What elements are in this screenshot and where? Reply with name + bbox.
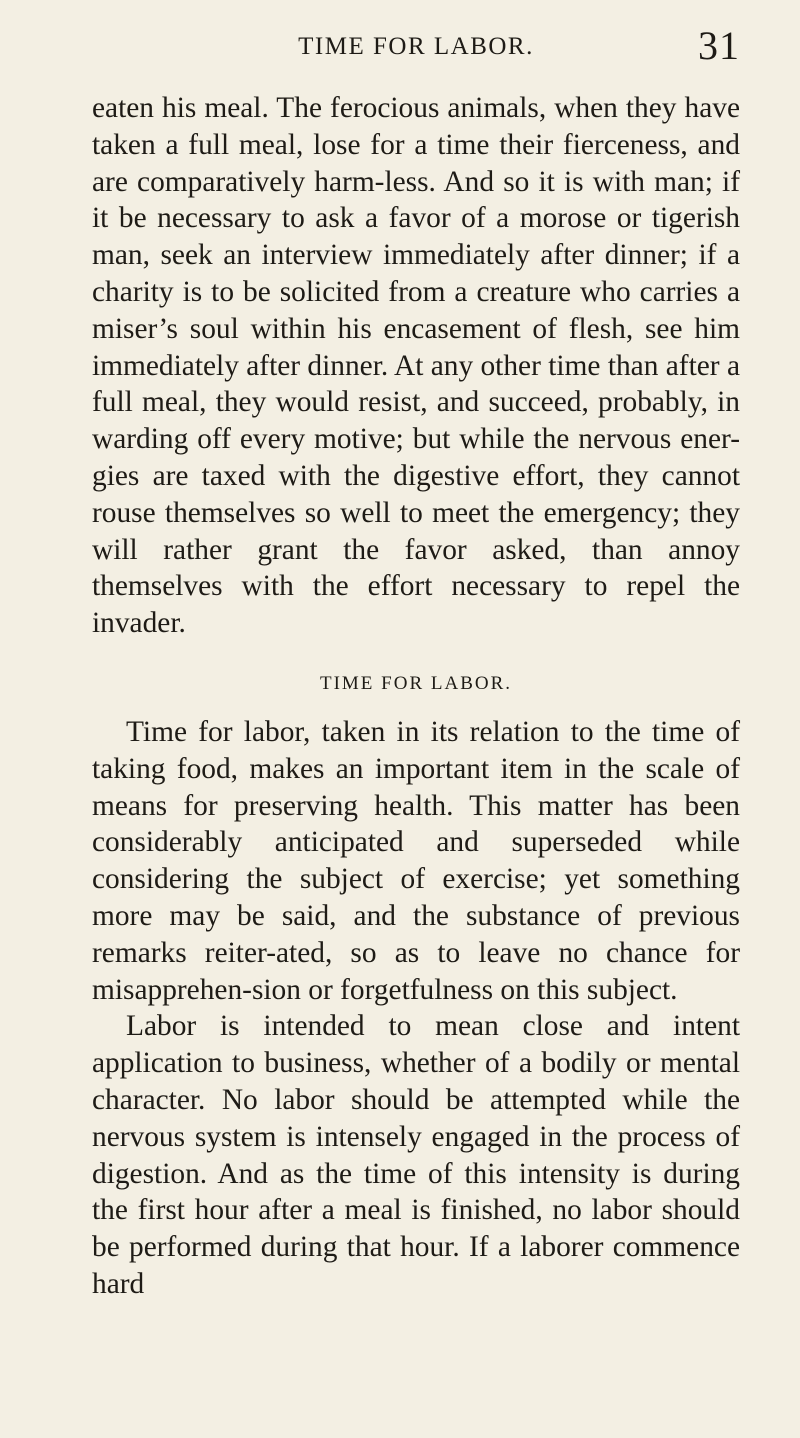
- running-head: [92, 0, 740, 90]
- paragraph-time-for-labor: Time for labor, taken in its relation to the time of taking food, makes an important item in the scale of means for preserving health. This matter has been considerably anticipated and superseded while considering the subject of exercise; yet something more may be said, and the substance of previous remarks reiter-ated, so as to leave no chance for misapprehen-sion or forgetfulness on this subject.: [92, 715, 740, 1006]
- running-head-title: TIME FOR LABOR.: [298, 33, 534, 60]
- section-heading: TIME FOR LABOR.: [319, 672, 513, 694]
- paragraph-continued: eaten his meal. The ferocious animals, when they have taken a full meal, lose for a time their fierceness, and are comparatively harm-less. And so it is with man; if it be necessary to ask a favor of a morose or tigerish man, seek an interview immediately after dinner; if a charity is to be solicited from a creature who carries a miser’s soul within his encasement of flesh, see him immediately after dinner. At any other time than after a full meal, they would resist, and succeed, probably, in warding off every motive; but while the nervous ener-gies are taxed with the digestive effort, they cannot rouse themselves so well to meet the emergency; they will rather grant the favor asked, than annoy themselves with the effort necessary to repel the invader.: [92, 92, 740, 640]
- page-number: 31: [698, 23, 740, 68]
- paragraph-labor-definition: Labor is intended to mean close and intent application to business, whether of a bodily or mental character. No labor should be attempted while the nervous system is intensely engaged in the process of digestion. And as the time of this intensity is during the first hour after a meal is finished, no labor should be performed during that hour. If a laborer commence hard: [92, 1010, 740, 1300]
